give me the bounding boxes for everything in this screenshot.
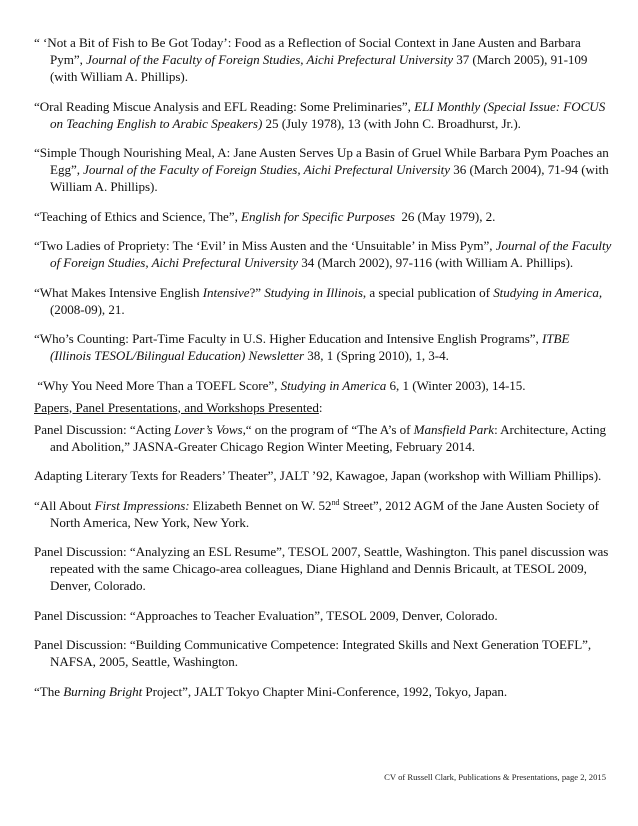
publication-entry: “Two Ladies of Propriety: The ‘Evil’ in Miss Austen and the ‘Unsuitable’ in Miss Pym”, Journal of the Faculty of Foreign Studies, Aichi Prefectural University 34 (March 2002), 97-116 (with William A. Phillips). — [34, 238, 612, 270]
publication-entry: “Teaching of Ethics and Science, The”, English for Specific Purposes 26 (May 1979), 2. — [34, 208, 496, 224]
publication-entry: “Simple Though Nourishing Meal, A: Jane Austen Serves Up a Basin of Gruel While Barbara Pym Poaches an Egg”, Journal of the Faculty of Foreign Studies, Aichi Prefectural University 36 (March 2004), 71-94 (with William A. Phillips). — [34, 145, 609, 194]
publication-entry: “Oral Reading Miscue Analysis and EFL Reading: Some Preliminaries”, ELI Monthly (Special Issue: FOCUS on Teaching English to Arabic Speakers) 25 (July 1978), 13 (with John C. Broadhurst, Jr.). — [34, 98, 606, 131]
section-heading: Papers, Panel Presentations, and Workshops Presented: — [34, 399, 323, 415]
publication-entry: “ ‘Not a Bit of Fish to Be Got Today’: Food as a Reflection of Social Context in Jane Austen and Barbara Pym”, Journal of the Faculty of Foreign Studies, Aichi Prefectural University 37 (March 2005), 91-109 (with William A. Phillips). — [34, 35, 588, 84]
page-footer: CV of Russell Clark, Publications & Presentations, page 2, 2015 — [384, 772, 606, 782]
presentation-entry: Panel Discussion: “Approaches to Teacher Evaluation”, TESOL 2009, Denver, Colorado. — [34, 607, 498, 623]
presentation-entry: Panel Discussion: “Building Communicative Competence: Integrated Skills and Next Generation TOEFL”, NAFSA, 2005, Seattle, Washington. — [34, 637, 592, 669]
publication-entry: “Who’s Counting: Part-Time Faculty in U.S. Higher Education and Intensive English Programs”, ITBE (Illinois TESOL/Bilingual Education) Newsletter 38, 1 (Spring 2010), 1, 3-4. — [34, 331, 570, 363]
section-heading-text: Papers, Panel Presentations, and Workshops Presented — [34, 399, 319, 415]
document-body — [34, 34, 612, 712]
publication-entry: “What Makes Intensive English Intensive?” Studying in Illinois, a special publication of Studying in America, (2008-09), 21. — [34, 284, 603, 317]
presentation-entry: Adapting Literary Texts for Readers’ Theater”, JALT ’92, Kawagoe, Japan (workshop with William Phillips). — [34, 468, 602, 483]
presentation-entry: Panel Discussion: “Analyzing an ESL Resume”, TESOL 2007, Seattle, Washington. This panel discussion was repeated with the same Chicago-area colleagues, Diane Highland and Dennis Bricault, at TESOL 2009, Denver, Colorado. — [34, 544, 609, 593]
presentation-entry: “All About First Impressions: Elizabeth Bennet on W. 52nd Street”, 2012 AGM of the Jane Austen Society of North America, New York, New York. — [34, 497, 599, 530]
presentation-entry: “The Burning Bright Project”, JALT Tokyo Chapter Mini-Conference, 1992, Tokyo, Japan. — [34, 683, 508, 699]
publication-entry: “Why You Need More Than a TOEFL Score”, Studying in America 6, 1 (Winter 2003), 14-15. — [34, 377, 526, 393]
presentation-entry: Panel Discussion: “Acting Lover’s Vows,“ on the program of “The A’s of Mansfield Park: Architecture, Acting and Abolition,” JASNA-Greater Chicago Region Winter Meeting, February 2014. — [34, 421, 607, 454]
